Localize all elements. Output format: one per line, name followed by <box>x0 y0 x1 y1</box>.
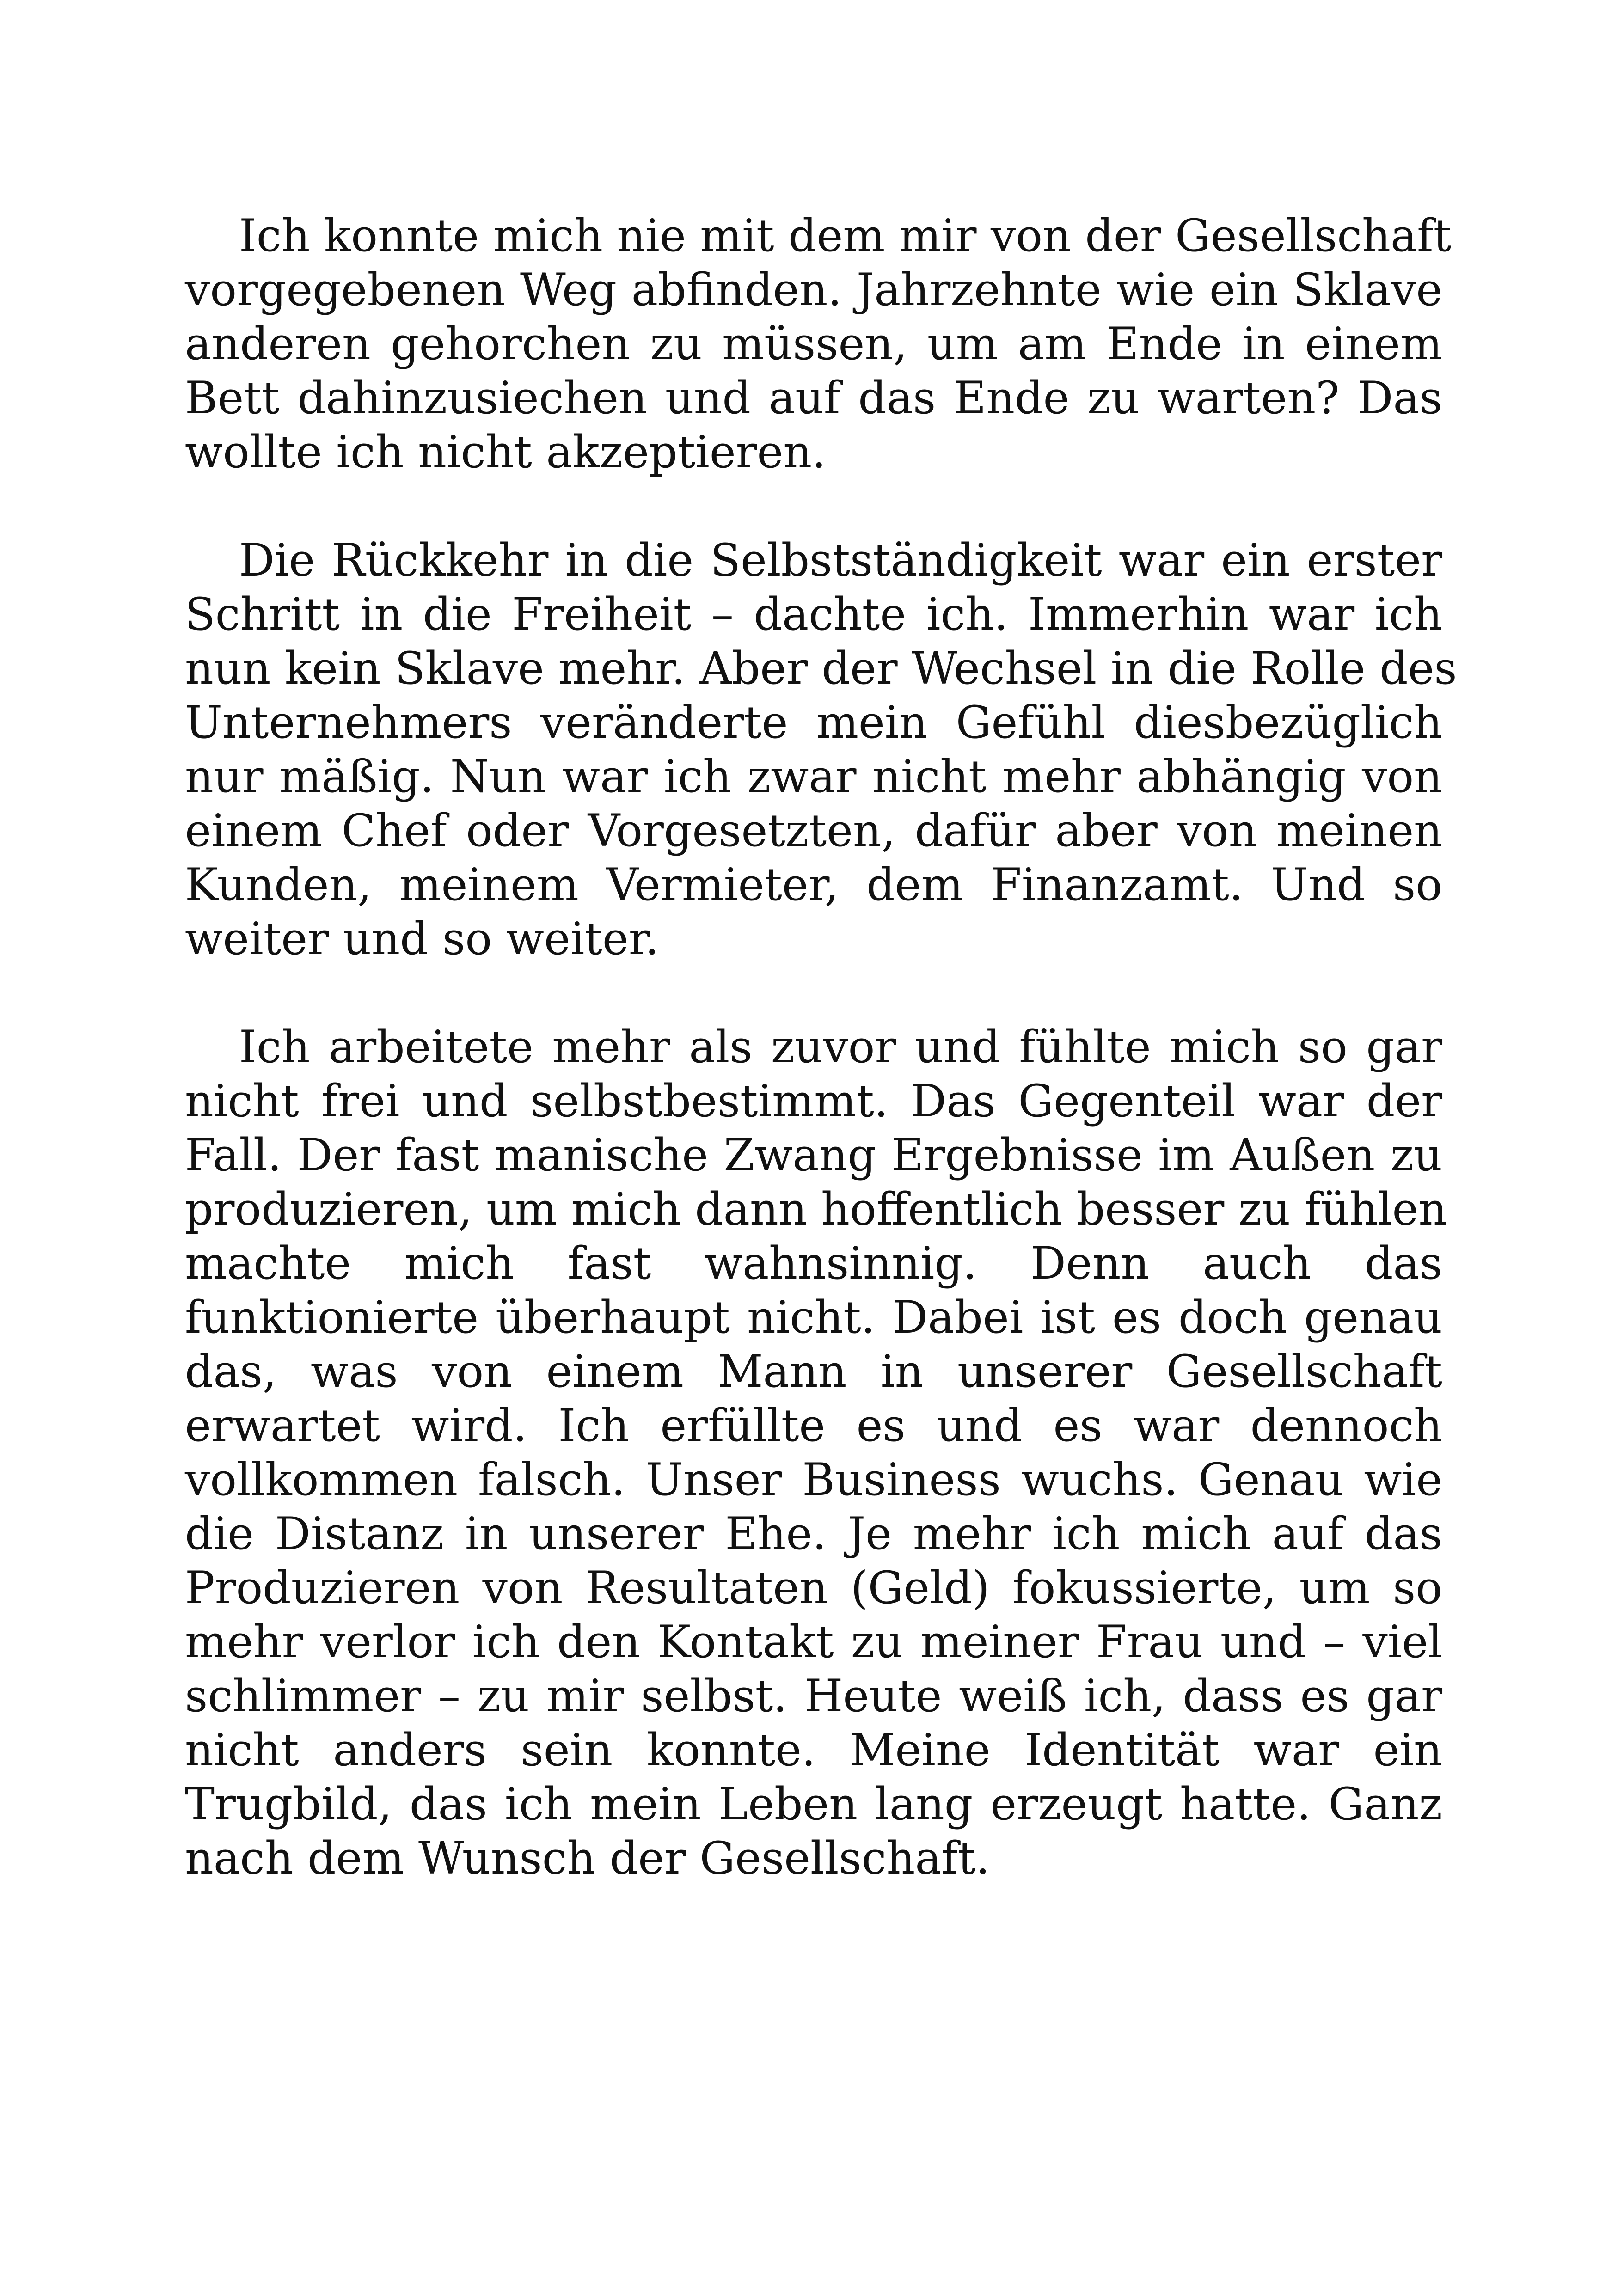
text-line: nun kein Sklave mehr. Aber der Wechsel in die Rolle des <box>185 643 1457 694</box>
text-line: Unternehmers veränderte mein Gefühl diesbezüglich <box>185 697 1442 748</box>
text-line: vollkommen falsch. Unser Business wuchs. Genau wie <box>185 1454 1442 1506</box>
text-line: wollte ich nicht akzeptieren. <box>185 426 826 478</box>
text-line: schlimmer – zu mir selbst. Heute weiß ich, dass es gar <box>185 1670 1442 1722</box>
text-line: nach dem Wunsch der Gesellschaft. <box>185 1832 990 1884</box>
text-line: nur mäßig. Nun war ich zwar nicht mehr abhängig von <box>185 751 1442 802</box>
body-text <box>185 209 1457 1940</box>
text-line: das, was von einem Mann in unserer Gesellschaft <box>185 1346 1442 1397</box>
text-line: nicht frei und selbstbestimmt. Das Gegenteil war der <box>185 1075 1442 1127</box>
text-line: Produzieren von Resultaten (Geld) fokussierte, um so <box>185 1562 1442 1614</box>
text-line: weiter und so weiter. <box>185 913 659 965</box>
paragraph-1 <box>185 209 1452 479</box>
text-line: Ich konnte mich nie mit dem mir von der Gesellschaft <box>239 210 1452 262</box>
text-line: einem Chef oder Vorgesetzten, dafür aber von meinen <box>185 805 1442 857</box>
text-line: Kunden, meinem Vermieter, dem Finanzamt. Und so <box>185 859 1442 911</box>
text-line: Die Rückkehr in die Selbstständigkeit war ein erster <box>239 534 1442 586</box>
text-line: erwartet wird. Ich erfüllte es und es war dennoch <box>185 1400 1442 1451</box>
text-line: die Distanz in unserer Ehe. Je mehr ich mich auf das <box>185 1508 1442 1560</box>
text-line: Bett dahinzusiechen und auf das Ende zu warten? Das <box>185 372 1442 424</box>
text-line: mehr verlor ich den Kontakt zu meiner Frau und – viel <box>185 1616 1442 1668</box>
text-line: vorgegebenen Weg abfinden. Jahrzehnte wie ein Sklave <box>185 264 1442 316</box>
text-line: anderen gehorchen zu müssen, um am Ende in einem <box>185 318 1442 370</box>
text-line: Ich arbeitete mehr als zuvor und fühlte mich so gar <box>239 1021 1442 1073</box>
paragraph-2 <box>185 533 1457 966</box>
text-line: nicht anders sein konnte. Meine Identität war ein <box>185 1724 1442 1776</box>
text-line: produzieren, um mich dann hoffentlich besser zu fühlen <box>185 1183 1447 1235</box>
paragraph-3 <box>185 1020 1447 1886</box>
text-line: Fall. Der fast manische Zwang Ergebnisse im Außen zu <box>185 1129 1442 1181</box>
text-line: machte mich fast wahnsinnig. Denn auch das <box>185 1237 1442 1289</box>
text-line: Schritt in die Freiheit – dachte ich. Immerhin war ich <box>185 588 1442 640</box>
text-line: funktionierte überhaupt nicht. Dabei ist es doch genau <box>185 1292 1442 1343</box>
text-line: Trugbild, das ich mein Leben lang erzeugt hatte. Ganz <box>185 1778 1442 1830</box>
